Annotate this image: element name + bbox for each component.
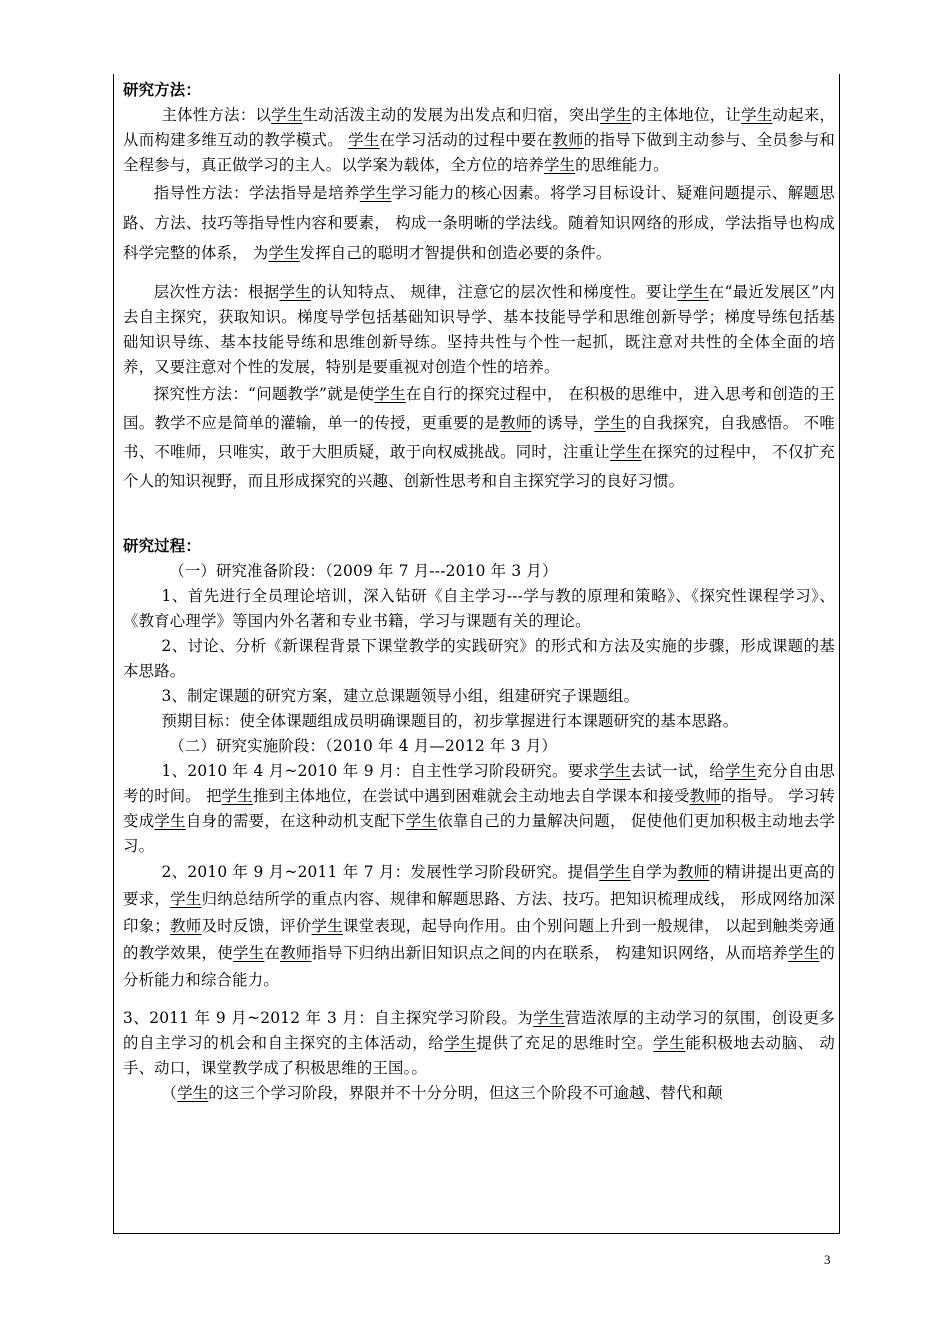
method-hierarchy: 层次性方法：根据学生的认知特点、 规律，注意它的层次性和梯度性。要让学生在“最近发展区”内去自主探究，获取知识。梯度导学包括基础知识导学、基本技能导学和思维创新导学；梯度导练包括基础知识导练、基本技能导练和思维创新导练。坚持共性与个性一起抓，既注意对共性的全体全面的培养，又要注意对个性的发展，特别是要重视对创造个性的培养。 — [123, 283, 835, 376]
stage1-item-2: 2、讨论、分析《新课程背景下课堂教学的实践研究》的形式和方法及实施的步骤，形成课题的基本思路。 — [123, 637, 835, 680]
method-inquiry: 探究性方法：“问题教学”就是使学生在自行的探究过程中， 在积极的思维中，进入思考和创造的王国。教学不应是简单的灌输，单一的传授，更重要的是教师的诱导，学生的自我探究，自我感悟。 不唯书、不唯师，只唯实，敢于大胆质疑，敢于向权威挑战。同时，注重让学生在探究的过程中， 不仅扩充个人的知识视野，而且形成探究的兴趣、创新性思考和自主探究学习的良好习惯。 — [123, 385, 836, 490]
process-heading: 研究过程： — [123, 537, 201, 555]
stage2-item-2: 2、2010 年 9 月~2011 年 7 月：发展性学习阶段研究。提倡学生自学为教师的精讲提出更高的要求，学生归纳总结所学的重点内容、规律和解题思路、方法、技巧。把知识梳理成线， 形成网络加深印象；教师及时反馈，评价学生课堂表现，起导向作用。由个别问题上升到一般规律， 以起到触类旁通的教学效果，使学生在教师指导下归纳出新旧知识点之间的内在联系， 构建知识网络，从而培养学生的分析能力和综合能力。 — [123, 863, 836, 989]
stage1-goal: 预期目标：使全体课题组成员明确课题目的，初步掌握进行本课题研究的基本思路。 — [161, 712, 739, 730]
document-body — [123, 78, 835, 1106]
section-gap — [123, 496, 835, 534]
stage1-title: （一）研究准备阶段：（2009 年 7 月---2010 年 3 月） — [169, 562, 558, 580]
stage2-title: （二）研究实施阶段：（2010 年 4 月—2012 年 3 月） — [169, 737, 558, 755]
methods-heading: 研究方法： — [123, 81, 201, 99]
stage2-item-3: 3、2011 年 9 月~2012 年 3 月：自主探究学习阶段。为学生营造浓厚的主动学习的氛围，创设更多的自主学习的机会和自主探究的主体活动，给学生提供了充足的思维时空。学生能积极地去动脑、 动手、动口，课堂教学成了积极思维的王国。。 — [123, 1009, 836, 1077]
method-subject: 主体性方法：以学生生动活泼主动的发展为出发点和归宿，突出学生的主体地位，让学生动起来，从而构建多维互动的教学模式。 学生在学习活动的过程中要在教师的指导下做到主动参与、全员参与和全程参与，真正做学习的主人。以学案为载体，全方位的培养学生的思维能力。 — [123, 106, 835, 174]
stage2-note: （学生的这三个学习阶段，界限并不十分分明，但这三个阶段不可逾越、替代和颠 — [161, 1084, 723, 1102]
stage1-item-3: 3、制定课题的研究方案，建立总课题领导小组，组建研究子课题组。 — [161, 687, 640, 705]
stage2-item-1: 1、2010 年 4 月~2010 年 9 月：自主性学习阶段研究。要求学生去试一试，给学生充分自由思考的时间。 把学生推到主体地位，在尝试中遇到困难就会主动地去自学课本和接受教师的指导。 学习转变成学生自身的需要，在这种动机支配下学生依靠自己的力量解决问题， 促使他们更加积极主动地去学习。 — [123, 762, 836, 855]
method-guidance: 指导性方法：学法指导是培养学生学习能力的核心因素。将学习目标设计、疑难问题提示、解题思路、方法、技巧等指导性内容和要素， 构成一条明晰的学法线。随着知识网络的形成，学法指导也构成科学完整的体系， 为学生发挥自己的聪明才智提供和创造必要的条件。 — [123, 184, 835, 262]
stage1-item-1: 1、首先进行全员理论培训，深入钻研《自主学习---学与教的原理和策略》、《探究性课程学习》、《教育心理学》等国内外名著和专业书籍，学习与课题有关的理论。 — [123, 587, 835, 630]
page-number: 3 — [824, 1252, 831, 1267]
